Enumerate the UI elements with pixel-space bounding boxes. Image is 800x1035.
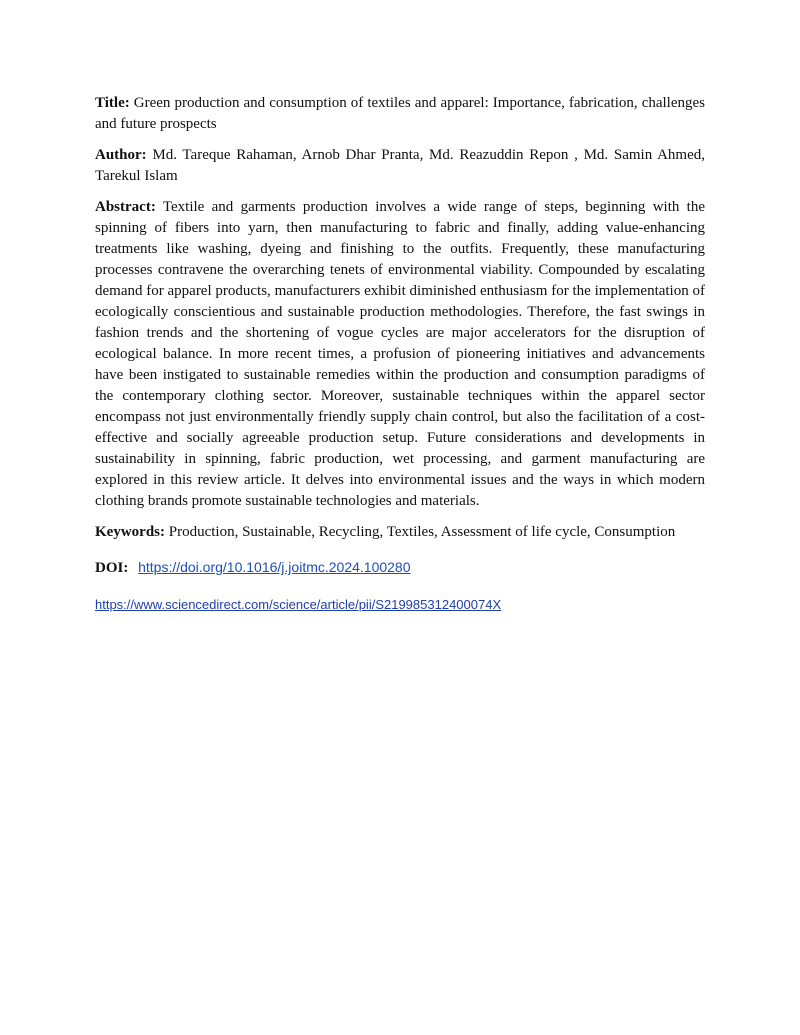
doi-label: DOI: xyxy=(95,560,129,576)
author-paragraph xyxy=(95,145,705,187)
author-text: Md. Tareque Rahaman, Arnob Dhar Pranta, Md. Reazuddin Repon , Md. Samin Ahmed, Tarekul Islam xyxy=(95,147,706,184)
author-label: Author: xyxy=(95,147,147,163)
doi-paragraph xyxy=(95,557,705,579)
keywords-label: Keywords: xyxy=(95,524,165,540)
keywords-paragraph xyxy=(95,522,705,543)
sciencedirect-link[interactable]: https://www.sciencedirect.com/science/article/pii/S219985312400074X xyxy=(95,597,502,612)
title-text: Green production and consumption of textiles and apparel: Importance, fabrication, challenges and future prospects xyxy=(95,95,705,132)
keywords-text: Production, Sustainable, Recycling, Textiles, Assessment of life cycle, Consumption xyxy=(168,524,676,540)
abstract-paragraph xyxy=(95,197,705,512)
document-page xyxy=(95,93,705,615)
abstract-label: Abstract: xyxy=(95,199,156,215)
abstract-text: Textile and garments production involves a wide range of steps, beginning with the spinning of fibers into yarn, then manufacturing to fabric and finally, adding value-enhancing treatments like washing, dyeing and finishing to the outfits. Frequently, these manufacturing processes contravene the overarching tenets of environmental viability. Compounded by escalating demand for apparel products, manufacturers exhibit diminished enthusiasm for the implementation of ecologically conscientious and sustainable production methodologies. Therefore, the fast swings in fashion trends and the shortening of vogue cycles are major accelerators for the disruption of ecological balance. In more recent times, a profusion of pioneering initiatives and advancements have been instigated to sustainable remedies within the production and consumption paradigms of the contemporary clothing sector. Moreover, sustainable techniques within the apparel sector encompass not just environmentally friendly supply chain control, but also the facilitation of a cost-effective and socially agreeable production setup. Future considerations and developments in sustainability in spinning, fabric production, wet processing, and garment manufacturing are explored in this review article. It delves into environmental issues and the ways in which modern clothing brands promote sustainable technologies and materials. xyxy=(95,199,706,509)
doi-link[interactable]: https://doi.org/10.1016/j.joitmc.2024.100280 xyxy=(138,559,411,575)
title-paragraph xyxy=(95,93,705,135)
title-label: Title: xyxy=(95,95,130,111)
